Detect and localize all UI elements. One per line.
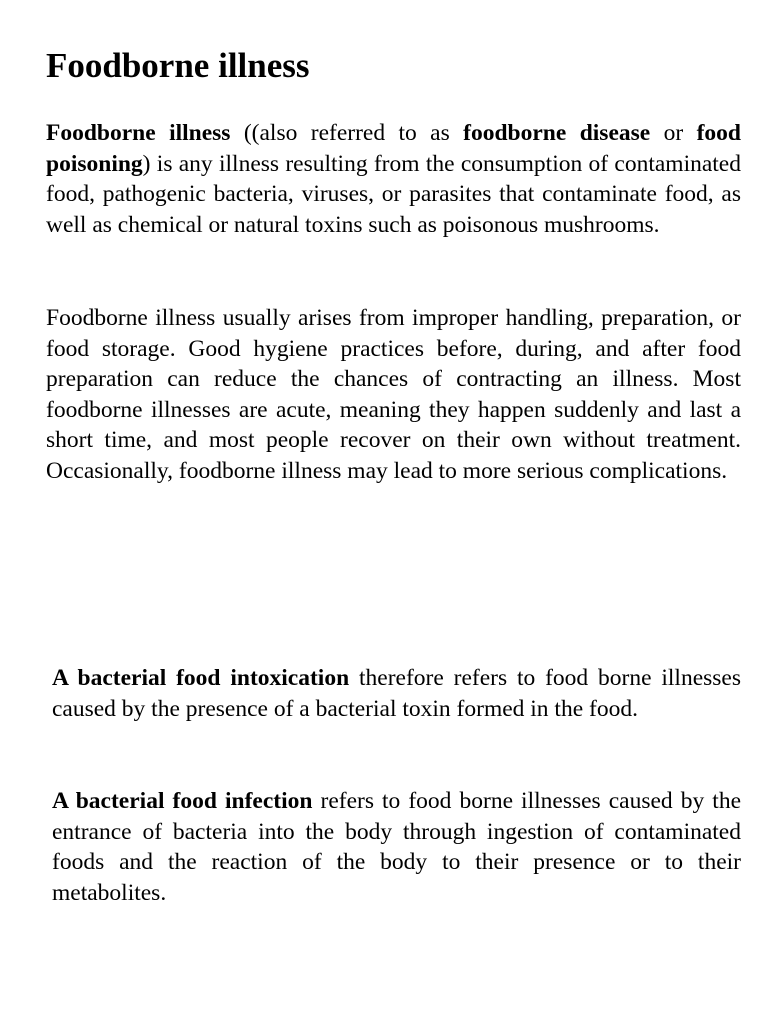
paragraph-text: refers to food borne illnesses caused by the entrance of bacteria into the body through ingestion of contaminated foods and the reaction of the body to their presence or to their metabolites. [52,788,741,906]
causes-paragraph: Foodborne illness usually arises from improper handling, preparation, or food storage. Good hygiene practices before, during, and after food preparation can reduce the chances of contracting an illness. Most foodborne illnesses are acute, meaning they happen suddenly and last a short time, and most people recover on their own without treatment. Occasionally, foodborne illness may lead to more serious complications. [46,305,741,484]
paragraph-text: ((also referred to as [230,120,464,146]
term-bacterial-food-infection: A bacterial food infection [52,788,313,814]
definition-paragraph [46,118,741,240]
term-foodborne-illness: Foodborne illness [46,120,231,146]
intoxication-paragraph [52,663,741,724]
paragraph-text: ) is any illness resulting from the consumption of contaminated food, pathogenic bacteria, viruses, or parasites that contaminate food, as well as chemical or natural toxins such as poisonous mushrooms. [46,150,741,238]
page-title: Foodborne illness [46,46,310,85]
term-bacterial-food-intoxication: A bacterial food intoxication [52,665,350,691]
paragraph-text: or [650,120,697,146]
paragraph-text: therefore refers to food borne illnesses caused by the presence of a bacterial toxin formed in the food. [52,665,741,722]
term-food-poisoning: food poisoning [46,120,741,177]
term-foodborne-disease: foodborne disease [463,120,651,146]
infection-paragraph [52,786,741,908]
